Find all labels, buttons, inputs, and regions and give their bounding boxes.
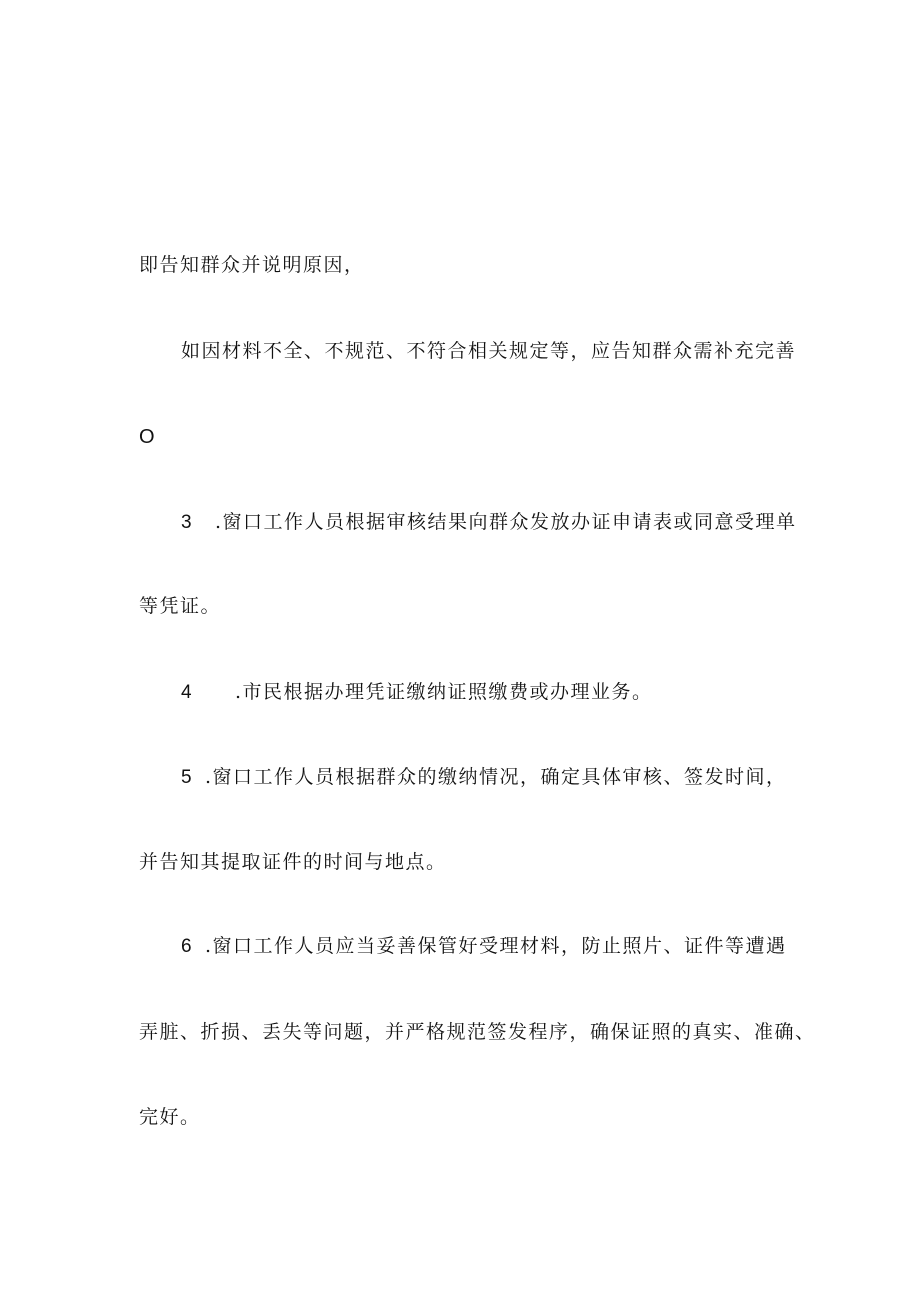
list-number: 5 xyxy=(181,767,194,788)
line-text: .窗口工作人员根据群众的缴纳情况，确定具体审核、签发时间， xyxy=(205,766,787,788)
paragraph-line xyxy=(139,594,221,618)
line-text: .窗口工作人员根据审核结果向群众发放办证申请表或同意受理单 xyxy=(215,511,797,533)
paragraph-line xyxy=(139,1020,816,1044)
paragraph-line xyxy=(139,253,365,277)
paragraph-line xyxy=(139,850,447,874)
list-item-3 xyxy=(181,510,797,535)
line-text: 并告知其提取证件的时间与地点。 xyxy=(139,851,447,873)
list-item-6 xyxy=(181,934,787,959)
line-text: .窗口工作人员应当妥善保管好受理材料，防止照片、证件等遭遇 xyxy=(205,935,787,957)
list-number: 3 xyxy=(181,512,194,533)
line-text: 完好。 xyxy=(139,1106,201,1128)
list-number: 4 xyxy=(181,682,194,703)
paragraph-line xyxy=(139,1105,201,1129)
line-text: 如因材料不全、不规范、不符合相关规定等，应告知群众需补充完善 xyxy=(181,340,797,362)
line-text: O xyxy=(139,426,157,448)
list-number: 6 xyxy=(181,936,194,957)
line-text: 等凭证。 xyxy=(139,595,222,617)
list-item-5 xyxy=(181,765,787,790)
line-text: 即告知群众并说明原因， xyxy=(139,254,365,276)
line-text: .市民根据办理凭证缴纳证照缴费或办理业务。 xyxy=(235,681,653,703)
list-item-4 xyxy=(181,680,653,705)
paragraph-line xyxy=(181,339,796,363)
line-text: 弄脏、折损、丢失等问题，并严格规范签发程序，确保证照的真实、准确、 xyxy=(139,1021,816,1043)
paragraph-line xyxy=(139,425,156,449)
